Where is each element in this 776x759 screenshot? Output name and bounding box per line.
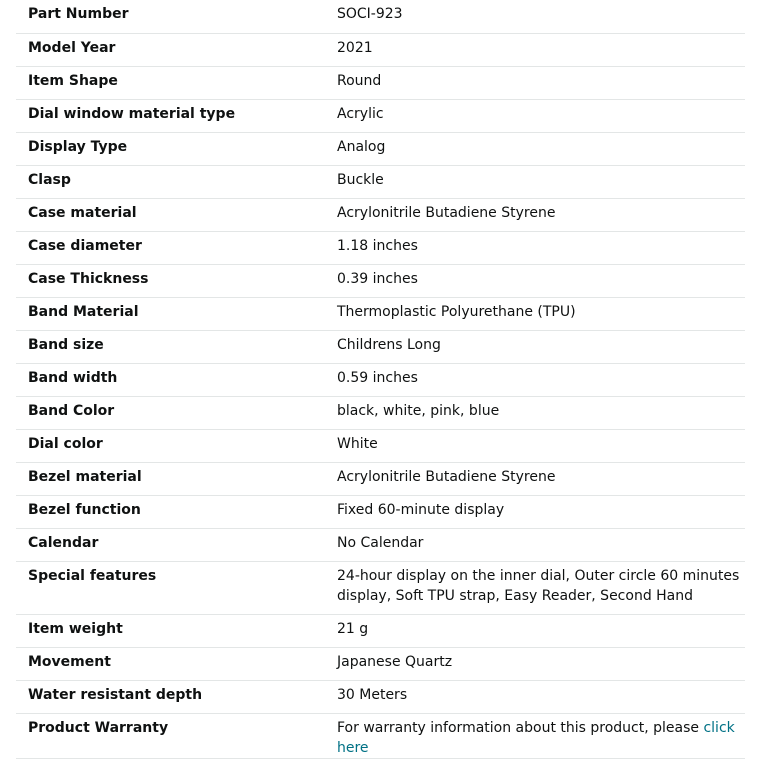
spec-row — [16, 198, 745, 231]
spec-row — [16, 297, 745, 330]
spec-row — [16, 0, 745, 33]
spec-label: Clasp — [28, 171, 71, 188]
spec-value: 30 Meters — [337, 686, 408, 703]
spec-value: Acrylic — [337, 105, 384, 122]
spec-label: Product Warranty — [28, 719, 169, 736]
spec-label: Model Year — [28, 39, 116, 56]
spec-label: Case diameter — [28, 237, 142, 254]
spec-value: No Calendar — [337, 534, 424, 551]
spec-label: Dial window material type — [28, 105, 236, 122]
spec-row — [16, 713, 745, 758]
spec-label: Dial color — [28, 435, 103, 452]
spec-row — [16, 231, 745, 264]
spec-row — [16, 330, 745, 363]
spec-value: 0.59 inches — [337, 369, 418, 386]
spec-value: 21 g — [337, 620, 369, 637]
spec-row — [16, 132, 745, 165]
spec-label: Part Number — [28, 6, 129, 22]
warranty-click-here-link[interactable]: click here — [337, 719, 735, 756]
spec-value: Analog — [337, 138, 386, 155]
spec-value: Childrens Long — [337, 336, 441, 353]
spec-row — [16, 561, 745, 614]
spec-row — [16, 429, 745, 462]
spec-row — [16, 528, 745, 561]
spec-row — [16, 33, 745, 66]
spec-value — [337, 713, 745, 758]
spec-row — [16, 99, 745, 132]
spec-label: Band Color — [28, 402, 115, 419]
spec-label: Item weight — [28, 620, 123, 637]
spec-value: Buckle — [337, 171, 384, 188]
spec-label: Movement — [28, 653, 111, 670]
spec-table-body — [16, 0, 745, 758]
spec-row — [16, 264, 745, 297]
spec-label: Bezel material — [28, 468, 142, 485]
spec-value: Acrylonitrile Butadiene Styrene — [337, 204, 556, 221]
spec-label: Calendar — [28, 534, 99, 551]
spec-row — [16, 363, 745, 396]
spec-label: Item Shape — [28, 72, 118, 89]
spec-value: Thermoplastic Polyurethane (TPU) — [337, 303, 576, 320]
spec-row — [16, 647, 745, 680]
spec-label: Case material — [28, 204, 137, 221]
spec-value: Fixed 60-minute display — [337, 501, 505, 518]
spec-row — [16, 66, 745, 99]
spec-label: Special features — [28, 567, 157, 584]
spec-row — [16, 396, 745, 429]
warranty-text: For warranty information about this product, please — [337, 719, 704, 736]
spec-label: Band size — [28, 336, 104, 353]
spec-value: Japanese Quartz — [337, 653, 453, 670]
spec-value: SOCI-923 — [337, 6, 403, 22]
spec-value: White — [337, 435, 378, 452]
spec-row — [16, 495, 745, 528]
spec-value: black, white, pink, blue — [337, 402, 500, 419]
spec-label: Case Thickness — [28, 270, 149, 287]
spec-row — [16, 614, 745, 647]
spec-value: 24-hour display on the inner dial, Outer circle 60 minutes display, Soft TPU strap, Easy Reader, Second Hand — [337, 567, 740, 604]
spec-value: 0.39 inches — [337, 270, 418, 287]
spec-label: Bezel function — [28, 501, 141, 518]
spec-label: Water resistant depth — [28, 686, 203, 703]
spec-value: 2021 — [337, 39, 373, 56]
spec-row — [16, 462, 745, 495]
spec-label: Band width — [28, 369, 118, 386]
spec-label: Display Type — [28, 138, 128, 155]
spec-label: Band Material — [28, 303, 139, 320]
product-details-table — [16, 0, 745, 759]
spec-value: 1.18 inches — [337, 237, 418, 254]
spec-value: Acrylonitrile Butadiene Styrene — [337, 468, 556, 485]
spec-row — [16, 680, 745, 713]
spec-value: Round — [337, 72, 382, 89]
spec-row — [16, 165, 745, 198]
